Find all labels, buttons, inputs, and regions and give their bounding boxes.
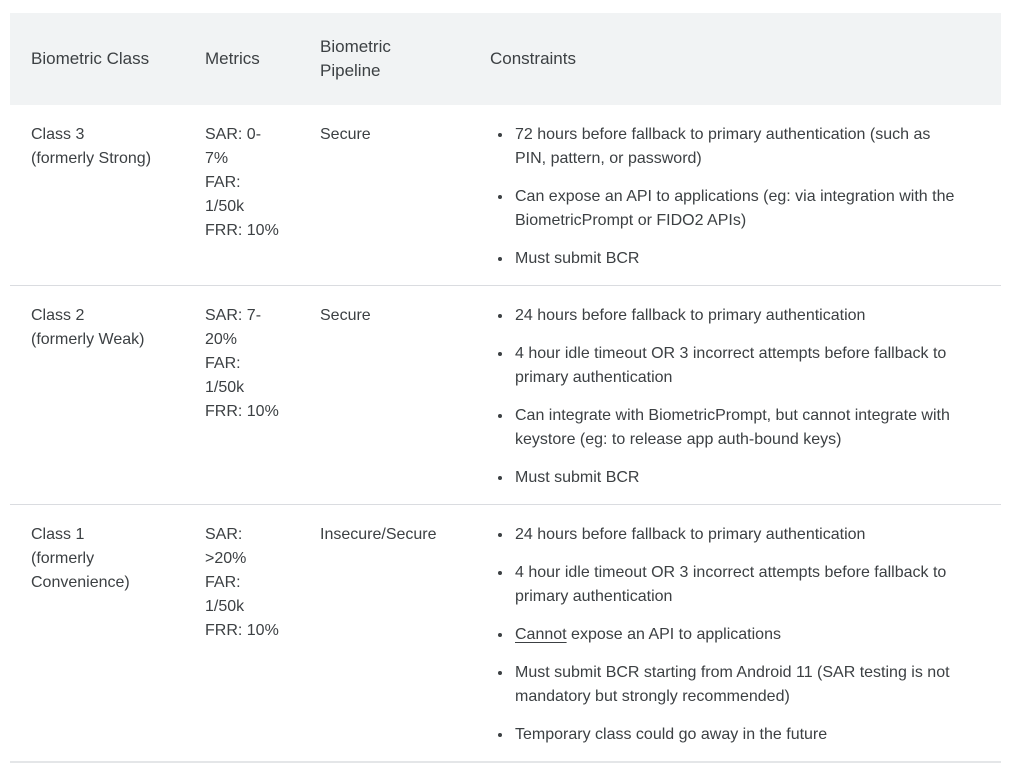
constraints-cell: [480, 505, 1001, 763]
pipeline-cell: Insecure/Secure: [310, 505, 480, 763]
constraint-item: • Can integrate with BiometricPrompt, but cannot integrate with keystore (eg: to release app auth-bound keys): [513, 404, 956, 452]
constraint-item: • Must submit BCR starting from Android 11 (SAR testing is not mandatory but strongly recommended): [513, 661, 956, 709]
constraint-item: • 24 hours before fallback to primary authentication: [513, 304, 956, 328]
class-name: Class 2: [31, 307, 85, 324]
constraint-item: [513, 623, 956, 647]
metrics-cell: [195, 286, 310, 505]
biometric-classes-table: [10, 13, 1001, 763]
constraint-item: • Temporary class could go away in the future: [513, 723, 956, 747]
column-header-label: Biometric Pipeline: [320, 37, 391, 80]
constraint-item: • Must submit BCR: [513, 466, 956, 490]
underlined-text: Cannot: [515, 626, 567, 643]
table-header-row: [10, 13, 1001, 105]
class-cell: [10, 505, 195, 763]
metric-frr: FRR: 10%: [205, 403, 279, 420]
table-row-class-2: [10, 286, 1001, 505]
constraints-list: [490, 523, 956, 747]
metric-sar: SAR: 7-20%: [205, 307, 262, 348]
class-cell: [10, 286, 195, 505]
class-name: Class 3: [31, 126, 85, 143]
class-former-name: (formerly Strong): [31, 150, 152, 167]
metric-sar: SAR: >20%: [205, 526, 247, 567]
constraints-list: [490, 304, 956, 490]
table-row-class-3: [10, 105, 1001, 286]
class-cell: [10, 105, 195, 286]
constraints-list: [490, 123, 956, 271]
metric-sar: SAR: 0-7%: [205, 126, 262, 167]
constraint-text: expose an API to applications: [566, 626, 781, 643]
constraint-item: • 24 hours before fallback to primary authentication: [513, 523, 956, 547]
metric-frr: FRR: 10%: [205, 622, 279, 639]
column-header-label: Biometric Class: [31, 49, 150, 68]
column-header-biometric-pipeline: [310, 13, 480, 105]
constraint-item: • Must submit BCR: [513, 247, 956, 271]
pipeline-cell: Secure: [310, 286, 480, 505]
metric-far: FAR: 1/50k: [205, 574, 245, 615]
column-header-biometric-class: [10, 13, 195, 105]
constraint-item: • 72 hours before fallback to primary authentication (such as PIN, pattern, or password): [513, 123, 956, 171]
class-former-name: (formerly Convenience): [31, 550, 130, 591]
column-header-label: Constraints: [490, 49, 576, 68]
metric-far: FAR: 1/50k: [205, 174, 245, 215]
constraint-item: • 4 hour idle timeout OR 3 incorrect attempts before fallback to primary authentication: [513, 342, 956, 390]
column-header-label: Metrics: [205, 49, 260, 68]
metrics-cell: [195, 105, 310, 286]
column-header-constraints: [480, 13, 1001, 105]
metric-frr: FRR: 10%: [205, 222, 279, 239]
class-name: Class 1: [31, 526, 85, 543]
metrics-cell: [195, 505, 310, 763]
constraints-cell: [480, 105, 1001, 286]
class-former-name: (formerly Weak): [31, 331, 145, 348]
metric-far: FAR: 1/50k: [205, 355, 245, 396]
column-header-metrics: [195, 13, 310, 105]
constraint-item: • 4 hour idle timeout OR 3 incorrect attempts before fallback to primary authentication: [513, 561, 956, 609]
constraints-cell: [480, 286, 1001, 505]
constraint-item: • Can expose an API to applications (eg: via integration with the BiometricPrompt or FIDO2 APIs): [513, 185, 956, 233]
table-row-class-1: [10, 505, 1001, 763]
pipeline-cell: Secure: [310, 105, 480, 286]
